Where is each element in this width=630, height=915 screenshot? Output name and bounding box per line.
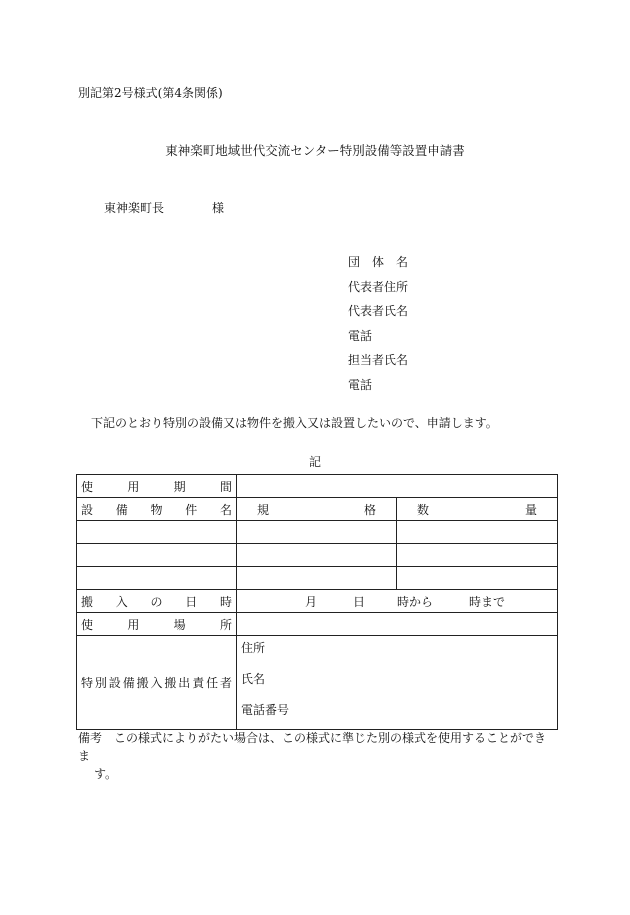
responsible-name-label: 氏名	[241, 672, 266, 686]
delivery-datetime-label: 搬入の日時	[77, 590, 237, 613]
addressee	[104, 199, 224, 216]
equipment-quantity-cell[interactable]	[397, 544, 558, 567]
equipment-quantity-cell[interactable]	[397, 521, 558, 544]
addressee-name: 東神楽町長	[104, 201, 165, 215]
remarks-text-line1: この様式によりがたい場合は、この様式に準じた別の様式を使用することができま	[78, 731, 547, 763]
remarks-text-line2: す。	[94, 767, 118, 781]
table-row	[77, 521, 558, 544]
applicant-fields	[348, 254, 408, 402]
equipment-name-cell[interactable]	[77, 521, 237, 544]
quantity-header: 数量	[397, 498, 558, 521]
responsible-person-details[interactable]	[237, 636, 558, 730]
form-number: 別記第2号様式(第4条関係)	[78, 86, 223, 100]
document-title: 東神楽町地域世代交流センター特別設備等設置申請書	[165, 143, 465, 158]
equipment-label: 設備物件名	[77, 498, 237, 521]
applicant-field-representative-name: 代表者氏名	[348, 304, 409, 319]
remarks	[78, 729, 556, 783]
applicant-field-contact-name: 担当者氏名	[348, 353, 409, 368]
ki-heading: 記	[308, 455, 321, 469]
table-row-usage-location	[77, 613, 558, 636]
applicant-field-phone: 電話	[348, 328, 373, 343]
table-row-delivery-datetime	[77, 590, 558, 613]
responsible-phone-label: 電話番号	[241, 703, 290, 717]
table-row-usage-period	[77, 475, 558, 498]
equipment-name-cell[interactable]	[77, 544, 237, 567]
table-row	[77, 567, 558, 590]
remarks-label: 備考	[78, 731, 103, 745]
responsible-person-label: 特別設備搬入搬出責任者	[77, 636, 237, 730]
usage-location-label: 使用場所	[77, 613, 237, 636]
addressee-honorific: 様	[212, 201, 225, 215]
applicant-field-representative-address: 代表者住所	[348, 279, 409, 294]
applicant-field-organization: 団 体 名	[348, 255, 409, 269]
table-row	[77, 544, 558, 567]
usage-period-value[interactable]	[237, 475, 558, 498]
delivery-datetime-value[interactable]	[237, 590, 558, 613]
table-row-equipment-header	[77, 498, 558, 521]
from-hour-unit: 時から	[397, 594, 434, 609]
request-statement: 下記のとおり特別の設備又は物件を搬入又は設置したいので、申請します。	[91, 416, 498, 430]
usage-period-label: 使用期間	[77, 475, 237, 498]
application-table	[76, 474, 558, 730]
equipment-spec-cell[interactable]	[237, 544, 397, 567]
spec-header: 規格	[237, 498, 397, 521]
equipment-spec-cell[interactable]	[237, 521, 397, 544]
day-unit: 日	[353, 594, 366, 609]
equipment-spec-cell[interactable]	[237, 567, 397, 590]
month-unit: 月	[305, 594, 318, 609]
usage-location-value[interactable]	[237, 613, 558, 636]
responsible-address-label: 住所	[241, 641, 266, 655]
applicant-field-contact-phone: 電話	[348, 377, 373, 392]
table-row-responsible-person	[77, 636, 558, 730]
until-hour-unit: 時まで	[469, 594, 506, 609]
equipment-name-cell[interactable]	[77, 567, 237, 590]
equipment-quantity-cell[interactable]	[397, 567, 558, 590]
